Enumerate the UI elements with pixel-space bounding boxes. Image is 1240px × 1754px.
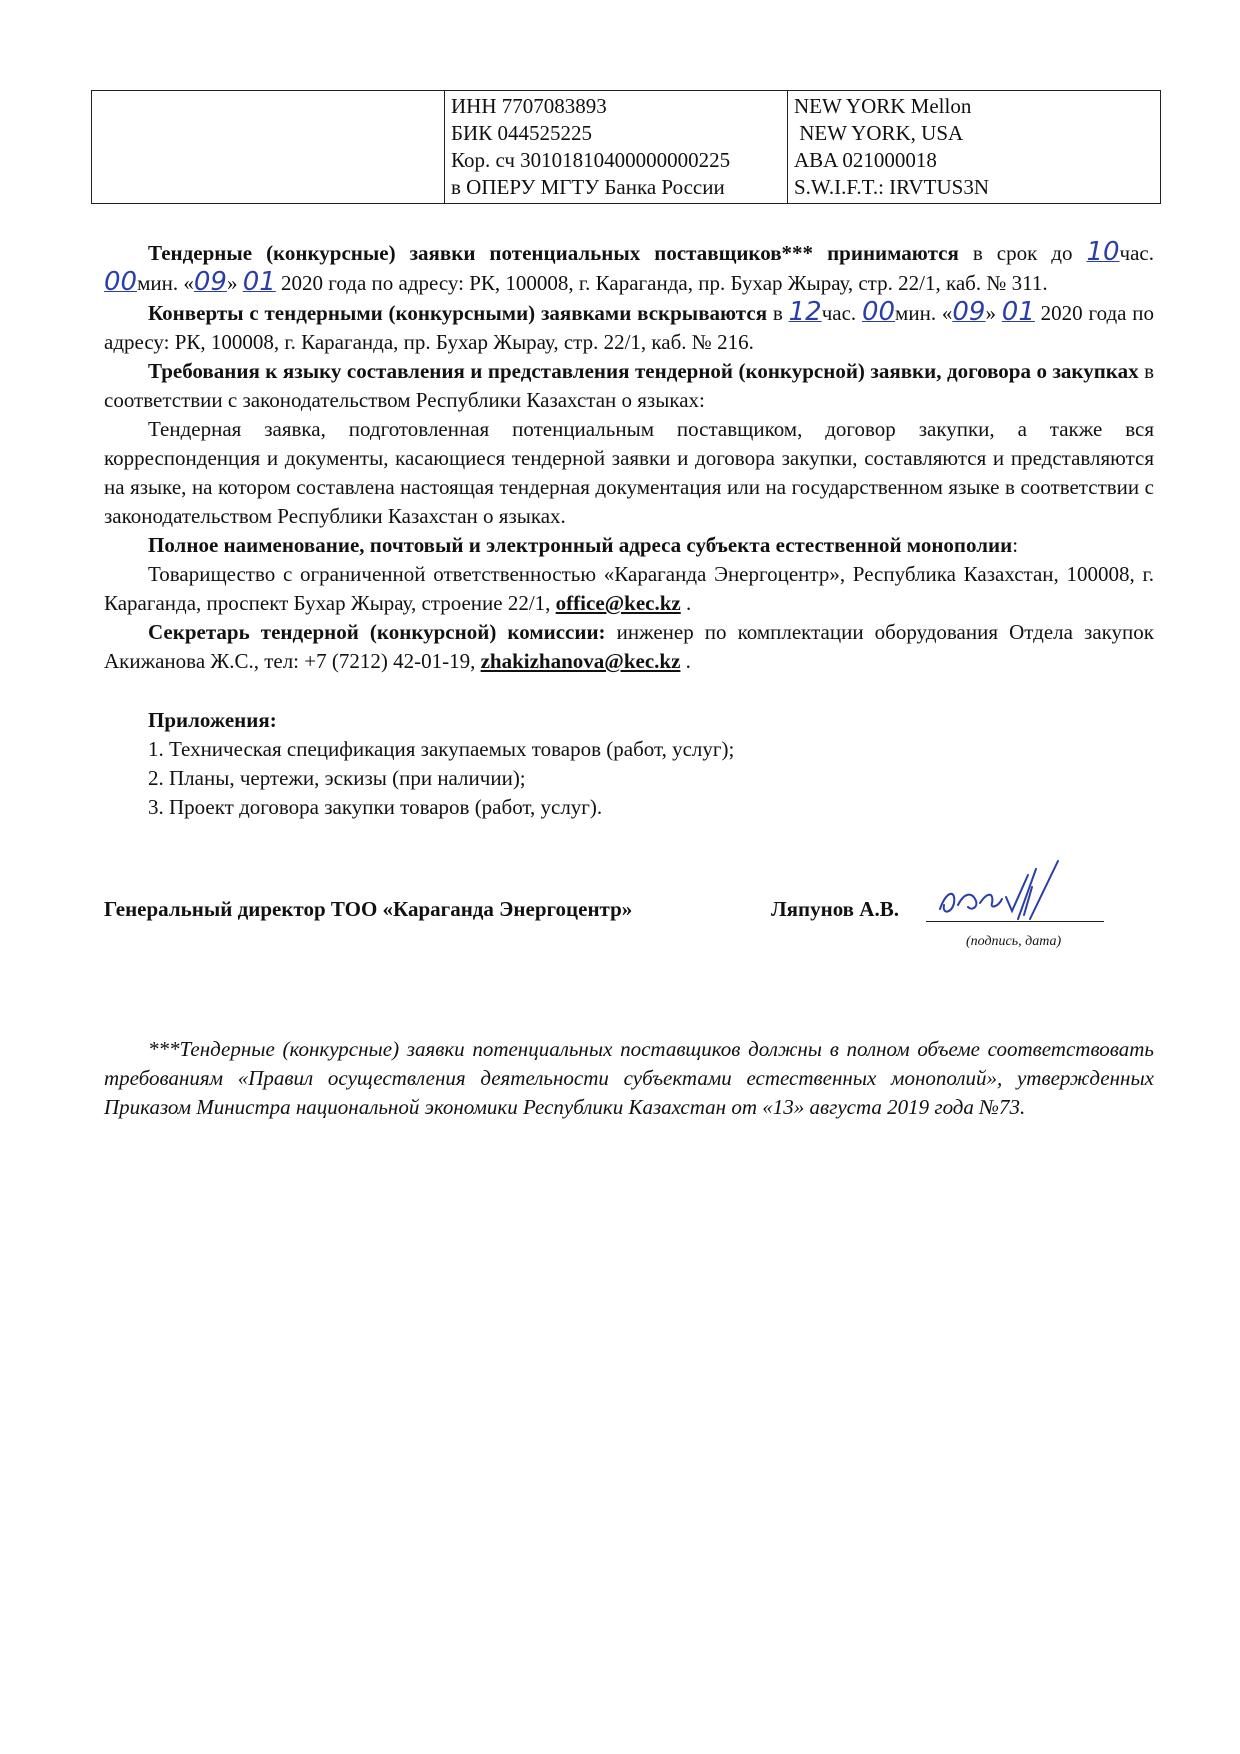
handwritten-day: 09	[193, 267, 227, 297]
handwritten-minutes: 00	[104, 267, 138, 297]
director-title: Генеральный директор ТОО «Караганда Энергоцентр»	[104, 897, 633, 921]
text-fragment: »	[226, 271, 243, 295]
company-address-paragraph	[104, 560, 1154, 618]
annex-title: Приложения:	[148, 708, 277, 732]
handwritten-minutes: 00	[861, 297, 896, 327]
text-fragment: »	[985, 301, 1002, 325]
foreign-bank-name: NEW YORK Mellon	[794, 94, 972, 118]
bank-corr-account: Кор. сч 30101810400000000225	[451, 148, 731, 172]
text-fragment: .	[680, 649, 691, 673]
document-body	[104, 238, 1154, 822]
text-fragment: Товарищество с ограниченной ответственностью «Караганда Энергоцентр», Республика Казахстан, 100008, г. Караганда, проспект Бухар Жырау, строение 22/1,	[104, 562, 1154, 615]
foreign-bank-swift: S.W.I.F.T.: IRVTUS3N	[794, 175, 989, 199]
bid-submission-paragraph	[104, 238, 1154, 298]
envelope-opening-paragraph	[104, 298, 1154, 357]
bank-table-foreign-bank-cell	[788, 91, 1161, 204]
bank-table-empty-cell	[92, 91, 445, 204]
text-fragment: в соответствии с законодательством Республики Казахстан о языках:	[104, 359, 1155, 412]
text-fragment: в срок до	[958, 241, 1087, 265]
handwritten-hour: 10	[1086, 237, 1120, 267]
text-fragment: в	[767, 301, 789, 325]
bank-table-russian-bank-cell	[445, 91, 788, 204]
handwritten-month: 01	[1001, 297, 1035, 327]
text-fragment: мин. «	[895, 301, 953, 325]
annex-item: 3. Проект договора закупки товаров (работ, услуг).	[148, 795, 603, 819]
director-name: Ляпунов А.В.	[771, 897, 899, 921]
foreign-bank-city: NEW YORK, USA	[794, 121, 964, 145]
text-fragment: мин. «	[137, 271, 194, 295]
signature-block	[104, 895, 1154, 965]
handwritten-month: 01	[242, 267, 276, 297]
company-name-heading: Полное наименование, почтовый и электронный адреса субъекта естественной монополии	[148, 533, 1013, 557]
bank-inn: ИНН 7707083893	[451, 94, 607, 118]
bid-accepted-word: принимаются	[827, 241, 959, 265]
language-details-paragraph: Тендерная заявка, подготовленная потенциальным поставщиком, договор закупки, а также вся корреспонденция и документы, касающиеся тендерной заявки и договора закупки, составляются и представляются на языке, на котором составлена настоящая тендерная документация или на государственном языке в соответствии с законодательством Республики Казахстан о языках.	[104, 417, 1154, 528]
text-fragment: инженер по комплектации оборудования Отдела закупок Акижанова Ж.С., тел: +7 (7212) 42-01-19,	[104, 620, 1154, 673]
text-fragment: 2020 года по адресу: РК, 100008, г. Караганда, пр. Бухар Жырау, стр. 22/1, каб. № 216.	[104, 301, 1155, 354]
text-fragment: 2020 года по адресу: РК, 100008, г. Караганда, пр. Бухар Жырау, стр. 22/1, каб. № 311.	[275, 271, 1048, 295]
language-requirements-paragraph	[104, 357, 1154, 415]
bid-submission-heading: Тендерные (конкурсные) заявки потенциальных поставщиков***	[148, 241, 814, 265]
secretary-email-link[interactable]: zhakizhanova@kec.kz	[480, 649, 681, 673]
signature-caption: (подпись, дата)	[966, 934, 1062, 949]
bank-name: в ОПЕРУ МГТУ Банка России	[451, 175, 725, 199]
text-fragment: .	[680, 591, 692, 615]
handwritten-signature	[932, 857, 1102, 927]
text-fragment: час.	[1119, 241, 1154, 265]
foreign-bank-aba: ABA 021000018	[794, 148, 937, 172]
handwritten-day: 09	[952, 297, 986, 327]
annex-item: 2. Планы, чертежи, эскизы (при наличии);	[148, 766, 526, 790]
office-email-link[interactable]: office@kec.kz	[555, 591, 681, 615]
bank-details-table	[91, 90, 1161, 204]
text-fragment: :	[1012, 533, 1019, 557]
envelope-opening-heading: Конверты с тендерными (конкурсными) заявками вскрываются	[148, 301, 768, 325]
handwritten-hour: 12	[788, 297, 822, 327]
text-fragment: час.	[821, 301, 862, 325]
footnote: ***Тендерные (конкурсные) заявки потенциальных поставщиков должны в полном объеме соответствовать требованиям «Правил осуществления деятельности субъектами естественных монополий», утвержденных Приказом Министра национальной экономики Республики Казахстан от «13» августа 2019 года №73.	[104, 1037, 1154, 1119]
bank-bik: БИК 044525225	[451, 121, 592, 145]
language-requirements-heading: Требования к языку составления и представления тендерной (конкурсной) заявки, договора о закупках	[148, 359, 1139, 383]
secretary-heading: Секретарь тендерной (конкурсной) комиссии:	[148, 620, 606, 644]
company-name-paragraph	[104, 531, 1154, 560]
annex-item: 1. Техническая спецификация закупаемых товаров (работ, услуг);	[148, 737, 735, 761]
secretary-paragraph	[104, 618, 1154, 676]
